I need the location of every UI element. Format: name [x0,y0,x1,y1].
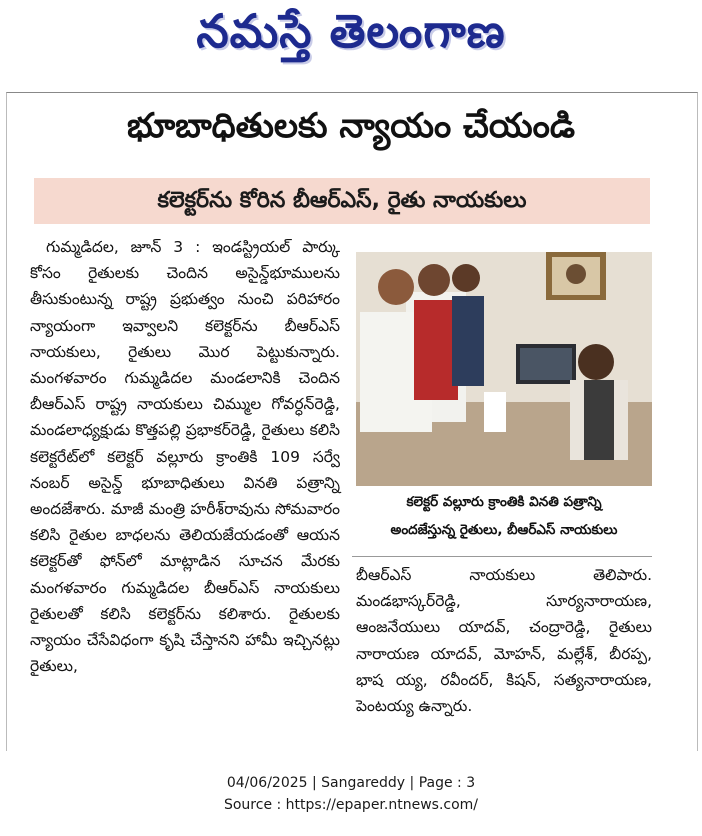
article-subheadline: కలెక్టర్‌ను కోరిన బీఆర్‌ఎస్, రైతు నాయకులు [34,178,650,224]
newspaper-masthead [0,0,702,80]
photo-caption-line2: అందజేస్తున్న రైతులు, బీఆర్‌ఎస్ నాయకులు [390,522,618,538]
column-divider [352,556,652,557]
news-photo-illustration [356,252,652,486]
article-body-right: బీఆర్‌ఎస్ నాయకులు తెలిపారు. మండభాస్కర్‌రెడ్డి, సూర్యనారాయణ, ఆంజనేయులు యాదవ్, చంద్రారెడ్డి, రైతులు నారాయణ యాదవ్, మోహన్, మల్లేశ్, బీరప్ప, భాష య్య, రవీందర్, కిషన్, సత్యనారాయణ, పెంటయ్య ఉన్నారు. [356,566,652,716]
news-photo [356,252,652,486]
footer-date-page: 04/06/2025 | Sangareddy | Page : 3 [226,775,476,791]
page-footer [0,772,702,816]
next-article-headline-cropped [120,738,560,760]
article-headline: భూబాధితులకు న్యాయం చేయండి [127,106,575,146]
article-body-right-column [356,562,652,719]
photo-caption-line1: కలెక్టర్ వల్లూరు క్రాంతికి వినతి పత్రాన్ని [406,494,602,510]
article-body-left: గుమ్మడిదల, జూన్ 3 : ఇండస్ట్రియల్ పార్కు కోసం రైతులకు చెందిన అసైన్డ్‌భూములను తీసుకుంటున్న రాష్ట్ర ప్రభుత్వం నుంచి పరిహారం న్యాయంగా ఇవ్వాలని కలెక్టర్‌ను బీఆర్‌ఎస్ నాయకులు, రైతులు మొర పెట్టుకున్నారు. మంగళవారం గుమ్మడిదల మండలానికి చెందిన బీఆర్‌ఎస్ రాష్ట్ర నాయకులు చిమ్ముల గోవర్ధన్‌రెడ్డి, మండలాధ్యక్షుడు కొత్తపల్లి ప్రభాకర్‌రెడ్డి, రైతులు కలిసి కలెక్టరేట్‌లో కలెక్టర్ వల్లూరు క్రాంతికి 109 సర్వే నంబర్ అసైన్డ్ భూబాధితులు వినతి పత్రాన్ని అందజేశారు. మాజీ మంత్రి హరీశ్‌రావును సోమవారం కలిసి రైతుల బాధలను తెలియజేయడంతో ఆయన కలెక్టర్‌తో ఫోన్‌లో మాట్లాడిన సూచన మేరకు మంగళవారం గుమ్మడిదల బీఆర్‌ఎస్ నాయకులు రైతులతో కలిసి కలెక్టర్‌ను కలిశారు. రైతులకు న్యాయం చేసేవిధంగా కృషి చేస్తానని హామీ ఇచ్చినట్లు రైతులు, [30,238,340,676]
article-body-left-column [30,234,340,679]
masthead-title: నమస్తే తెలంగాణ [196,4,506,58]
photo-caption [356,488,652,544]
footer-source: Source : https://epaper.ntnews.com/ [223,797,479,813]
